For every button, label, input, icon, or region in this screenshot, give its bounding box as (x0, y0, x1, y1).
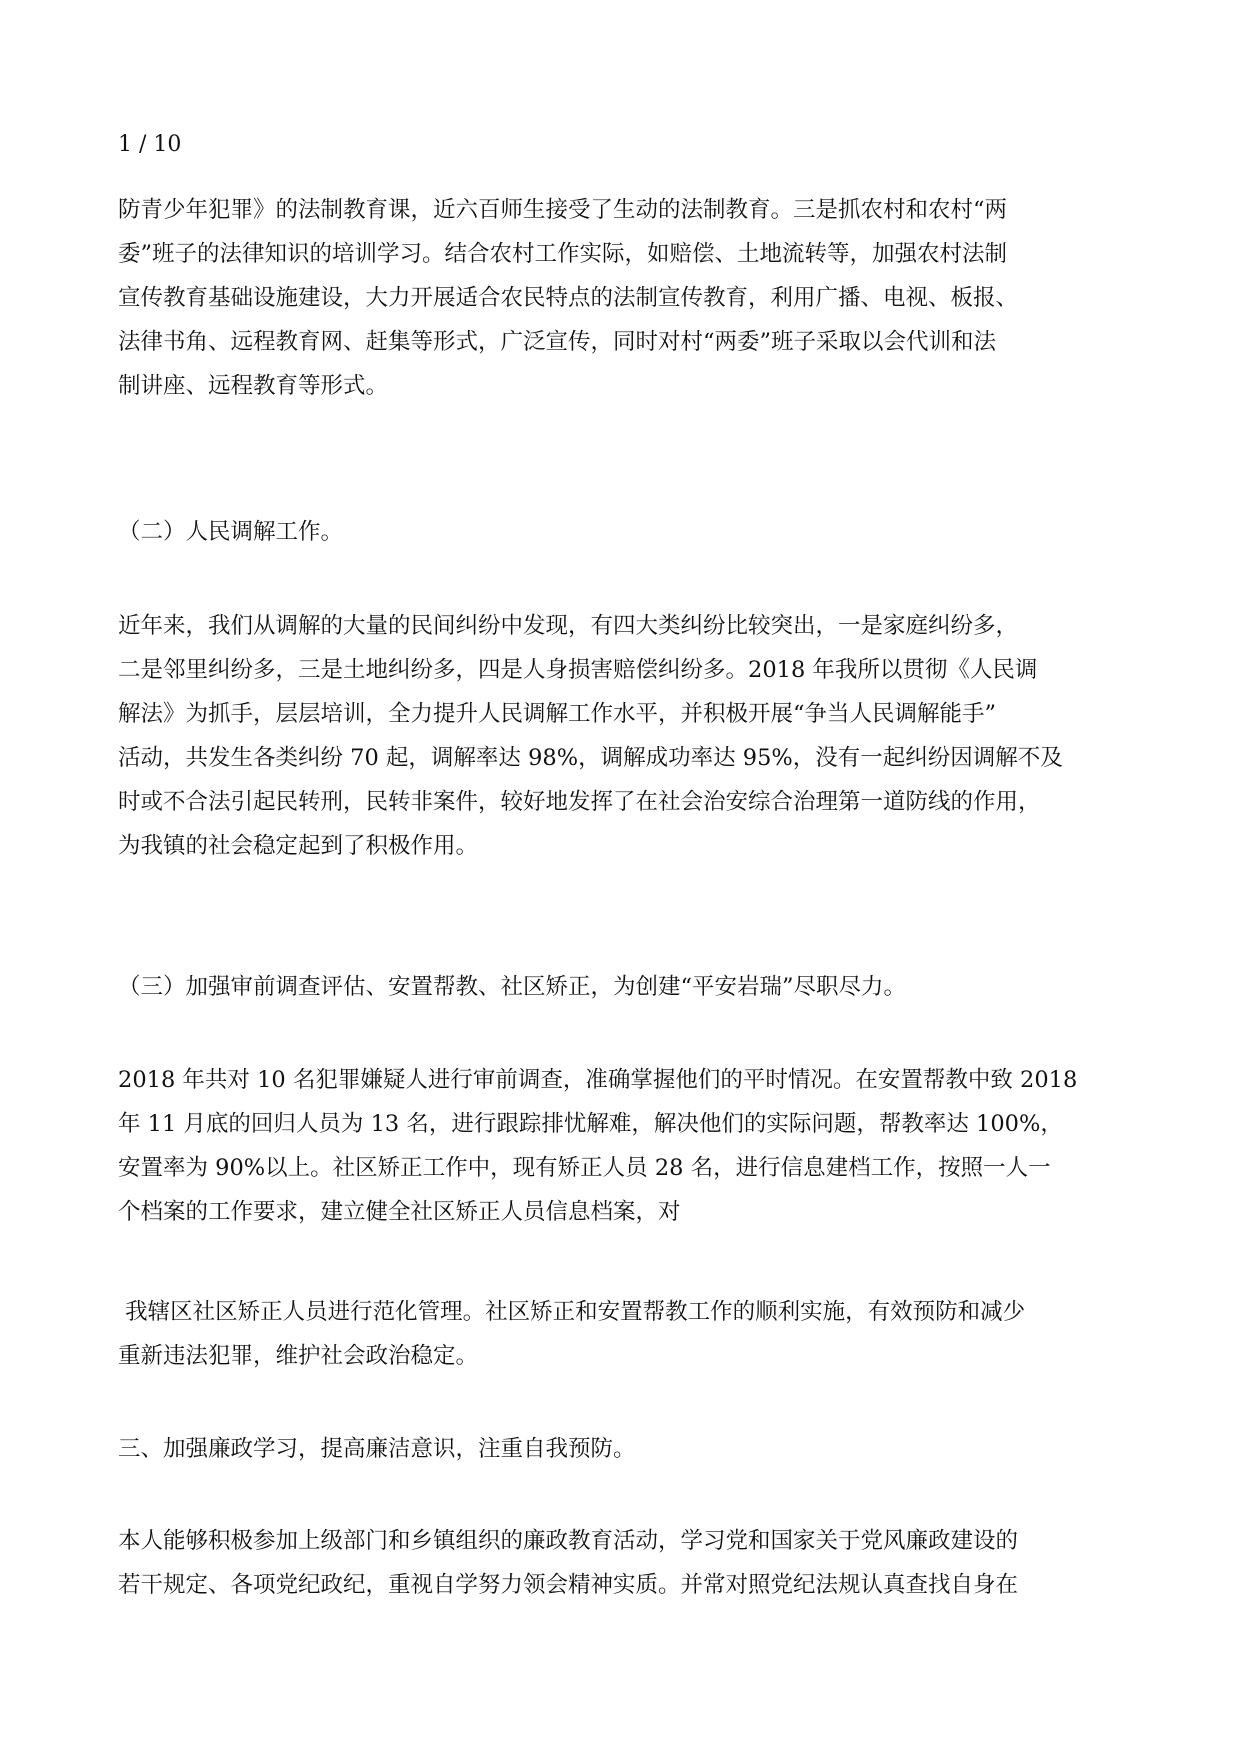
section-heading-people-mediation: （二）人民调解工作。 (118, 519, 344, 545)
text-line: 二是邻里纠纷多，三是土地纠纷多，四是人身损害赔偿纠纷多。2018 年我所以贯彻《人民调 (118, 657, 1038, 683)
text-line: 活动，共发生各类纠纷 70 起，调解率达 98%，调解成功率达 95%，没有一起纠纷因调解不及 (118, 745, 1063, 771)
text-line: 解法》为抓手，层层培训，全力提升人民调解工作水平，并积极开展“争当人民调解能手” (118, 701, 997, 727)
paragraph-correction-management (118, 1290, 1118, 1378)
text-line: 安置率为 90%以上。社区矫正工作中，现有矫正人员 28 名，进行信息建档工作，按照一人一 (118, 1155, 1051, 1181)
section-heading-integrity-study: 三、加强廉政学习，提高廉洁意识，注重自我预防。 (118, 1436, 636, 1462)
paragraph-people-mediation (118, 604, 1118, 868)
text-line: 时或不合法引起民转刑，民转非案件，较好地发挥了在社会治安综合治理第一道防线的作用， (118, 789, 1041, 815)
text-line: 2018 年共对 10 名犯罪嫌疑人进行审前调查，准确掌握他们的平时情况。在安置帮教中致 2018 (118, 1067, 1078, 1093)
text-line: 宣传教育基础设施建设，大力开展适合农民特点的法制宣传教育，利用广播、电视、板报、 (118, 285, 1019, 311)
paragraph-integrity-study (118, 1519, 1118, 1607)
text-line: 年 11 月底的回归人员为 13 名，进行跟踪排忧解难，解决他们的实际问题，帮教率达 100%， (118, 1111, 1063, 1137)
text-line: 若干规定、各项党纪政纪，重视自学努力领会精神实质。并常对照党纪法规认真查找自身在 (118, 1572, 1019, 1598)
text-line: 本人能够积极参加上级部门和乡镇组织的廉政教育活动，学习党和国家关于党风廉政建设的 (118, 1528, 1019, 1554)
paragraph-community-correction (118, 1058, 1118, 1234)
text-line: 我辖区社区矫正人员进行范化管理。社区矫正和安置帮教工作的顺利实施，有效预防和减少 (118, 1299, 1026, 1325)
paragraph-legal-education (118, 188, 1118, 408)
page-number: 1 / 10 (118, 132, 182, 157)
text-line: 近年来，我们从调解的大量的民间纠纷中发现，有四大类纠纷比较突出，一是家庭纠纷多， (118, 613, 1019, 639)
text-line: 为我镇的社会稳定起到了积极作用。 (118, 833, 479, 859)
text-line: 制讲座、远程教育等形式。 (118, 373, 389, 399)
text-line: 个档案的工作要求，建立健全社区矫正人员信息档案，对 (118, 1199, 681, 1225)
text-line: 防青少年犯罪》的法制教育课，近六百师生接受了生动的法制教育。三是抓农村和农村“两 (118, 197, 1008, 223)
text-line: 委”班子的法律知识的培训学习。结合农村工作实际，如赔偿、土地流转等，加强农村法制 (118, 241, 1008, 267)
text-line: 重新违法犯罪，维护社会政治稳定。 (118, 1343, 479, 1369)
text-line: 法律书角、远程教育网、赶集等形式，广泛宣传，同时对村“两委”班子采取以会代训和法 (118, 329, 997, 355)
section-heading-community-correction: （三）加强审前调查评估、安置帮教、社区矫正，为创建“平安岩瑞”尽职尽力。 (118, 974, 907, 1000)
